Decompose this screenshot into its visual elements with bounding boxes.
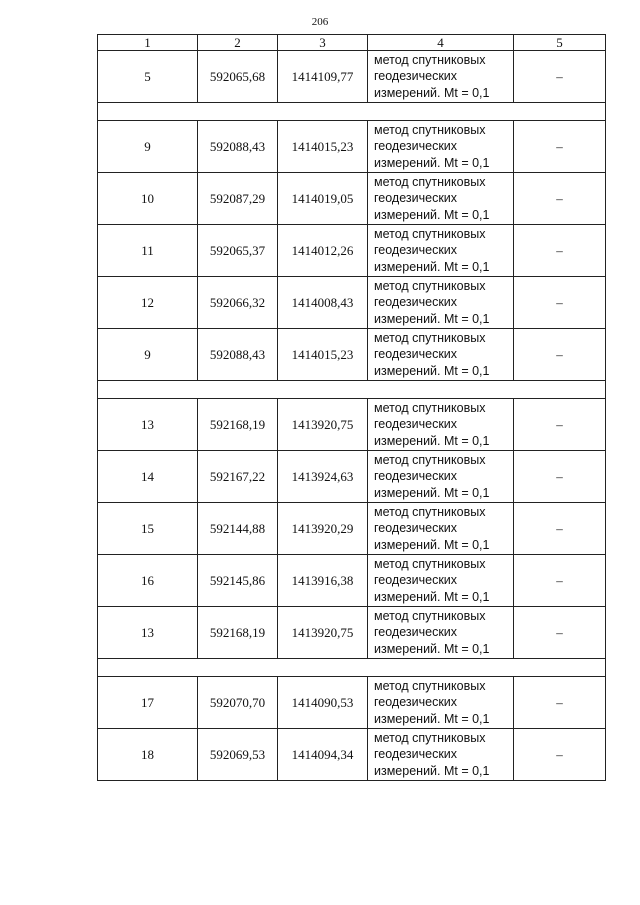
table-row [98,329,606,381]
method-cell [368,329,514,381]
y-coordinate-cell: 1414109,77 [278,51,368,103]
method-line: геодезических [374,521,458,536]
method-cell [368,121,514,173]
method-line: метод спутниковых [374,278,486,293]
point-number-cell: 13 [98,607,198,659]
y-coordinate-cell: 1414012,26 [278,225,368,277]
method-line: геодезических [374,295,458,310]
method-cell [368,451,514,503]
method-line: метод спутниковых [374,608,486,623]
x-coordinate-cell: 592066,32 [198,277,278,329]
method-line: измерений. Mt = 0,1 [374,485,490,500]
page-number: 206 [311,16,329,28]
x-coordinate-cell: 592144,88 [198,503,278,555]
header-cell: 3 [278,35,368,51]
note-cell: – [514,677,606,729]
separator-cell [98,659,606,677]
x-coordinate-cell: 592088,43 [198,329,278,381]
method-line: метод спутниковых [374,400,486,415]
method-line: геодезических [374,347,458,362]
x-coordinate-cell: 592168,19 [198,399,278,451]
method-line: геодезических [374,469,458,484]
table-header-row [98,35,606,51]
y-coordinate-cell: 1414015,23 [278,121,368,173]
table-row [98,51,606,103]
y-coordinate-cell: 1413916,38 [278,555,368,607]
note-cell: – [514,51,606,103]
method-line: геодезических [374,573,458,588]
method-cell [368,677,514,729]
method-line: метод спутниковых [374,52,486,67]
method-line: метод спутниковых [374,122,486,137]
x-coordinate-cell: 592167,22 [198,451,278,503]
note-cell: – [514,399,606,451]
table-row [98,225,606,277]
separator-row [98,659,606,677]
method-cell [368,503,514,555]
y-coordinate-cell: 1414019,05 [278,173,368,225]
method-line: метод спутниковых [374,678,486,693]
point-number-cell: 13 [98,399,198,451]
point-number-cell: 12 [98,277,198,329]
point-number-cell: 17 [98,677,198,729]
method-line: геодезических [374,69,458,84]
note-cell: – [514,555,606,607]
point-number-cell: 10 [98,173,198,225]
method-cell [368,729,514,781]
x-coordinate-cell: 592065,68 [198,51,278,103]
table-row [98,677,606,729]
x-coordinate-cell: 592088,43 [198,121,278,173]
method-line: измерений. Mt = 0,1 [374,311,490,326]
table-row [98,503,606,555]
method-line: геодезических [374,243,458,258]
table-row [98,277,606,329]
y-coordinate-cell: 1414008,43 [278,277,368,329]
point-number-cell: 5 [98,51,198,103]
x-coordinate-cell: 592145,86 [198,555,278,607]
header-cell: 2 [198,35,278,51]
note-cell: – [514,451,606,503]
note-cell: – [514,729,606,781]
method-line: измерений. Mt = 0,1 [374,763,490,778]
method-line: измерений. Mt = 0,1 [374,85,490,100]
y-coordinate-cell: 1413920,75 [278,607,368,659]
header-cell: 1 [98,35,198,51]
x-coordinate-cell: 592065,37 [198,225,278,277]
note-cell: – [514,607,606,659]
method-line: измерений. Mt = 0,1 [374,155,490,170]
method-cell [368,225,514,277]
method-line: измерений. Mt = 0,1 [374,207,490,222]
method-line: метод спутниковых [374,452,486,467]
x-coordinate-cell: 592168,19 [198,607,278,659]
method-line: метод спутниковых [374,226,486,241]
method-cell [368,51,514,103]
note-cell: – [514,503,606,555]
table-row [98,729,606,781]
y-coordinate-cell: 1413920,75 [278,399,368,451]
method-line: геодезических [374,747,458,762]
header-cell: 5 [514,35,606,51]
header-cell: 4 [368,35,514,51]
method-cell [368,277,514,329]
method-line: метод спутниковых [374,330,486,345]
table-row [98,399,606,451]
method-cell [368,607,514,659]
method-line: метод спутниковых [374,504,486,519]
note-cell: – [514,329,606,381]
y-coordinate-cell: 1414090,53 [278,677,368,729]
note-cell: – [514,173,606,225]
method-line: измерений. Mt = 0,1 [374,363,490,378]
table-row [98,173,606,225]
y-coordinate-cell: 1414015,23 [278,329,368,381]
method-cell [368,399,514,451]
x-coordinate-cell: 592087,29 [198,173,278,225]
point-number-cell: 9 [98,329,198,381]
note-cell: – [514,277,606,329]
y-coordinate-cell: 1414094,34 [278,729,368,781]
note-cell: – [514,225,606,277]
x-coordinate-cell: 592069,53 [198,729,278,781]
x-coordinate-cell: 592070,70 [198,677,278,729]
method-line: метод спутниковых [374,730,486,745]
y-coordinate-cell: 1413920,29 [278,503,368,555]
method-cell [368,173,514,225]
point-number-cell: 11 [98,225,198,277]
method-cell [368,555,514,607]
table-row [98,607,606,659]
separator-row [98,381,606,399]
method-line: метод спутниковых [374,174,486,189]
separator-row [98,103,606,121]
separator-cell [98,103,606,121]
point-number-cell: 14 [98,451,198,503]
method-line: геодезических [374,417,458,432]
y-coordinate-cell: 1413924,63 [278,451,368,503]
method-line: измерений. Mt = 0,1 [374,589,490,604]
method-line: измерений. Mt = 0,1 [374,259,490,274]
method-line: геодезических [374,695,458,710]
point-number-cell: 9 [98,121,198,173]
table-row [98,555,606,607]
note-cell: – [514,121,606,173]
method-line: геодезических [374,625,458,640]
point-number-cell: 15 [98,503,198,555]
method-line: измерений. Mt = 0,1 [374,537,490,552]
point-number-cell: 16 [98,555,198,607]
table-row [98,121,606,173]
separator-cell [98,381,606,399]
method-line: измерений. Mt = 0,1 [374,711,490,726]
method-line: геодезических [374,191,458,206]
table-body [98,35,606,781]
point-number-cell: 18 [98,729,198,781]
method-line: метод спутниковых [374,556,486,571]
method-line: геодезических [374,139,458,154]
method-line: измерений. Mt = 0,1 [374,641,490,656]
table-row [98,451,606,503]
coordinates-table [97,34,606,781]
method-line: измерений. Mt = 0,1 [374,433,490,448]
